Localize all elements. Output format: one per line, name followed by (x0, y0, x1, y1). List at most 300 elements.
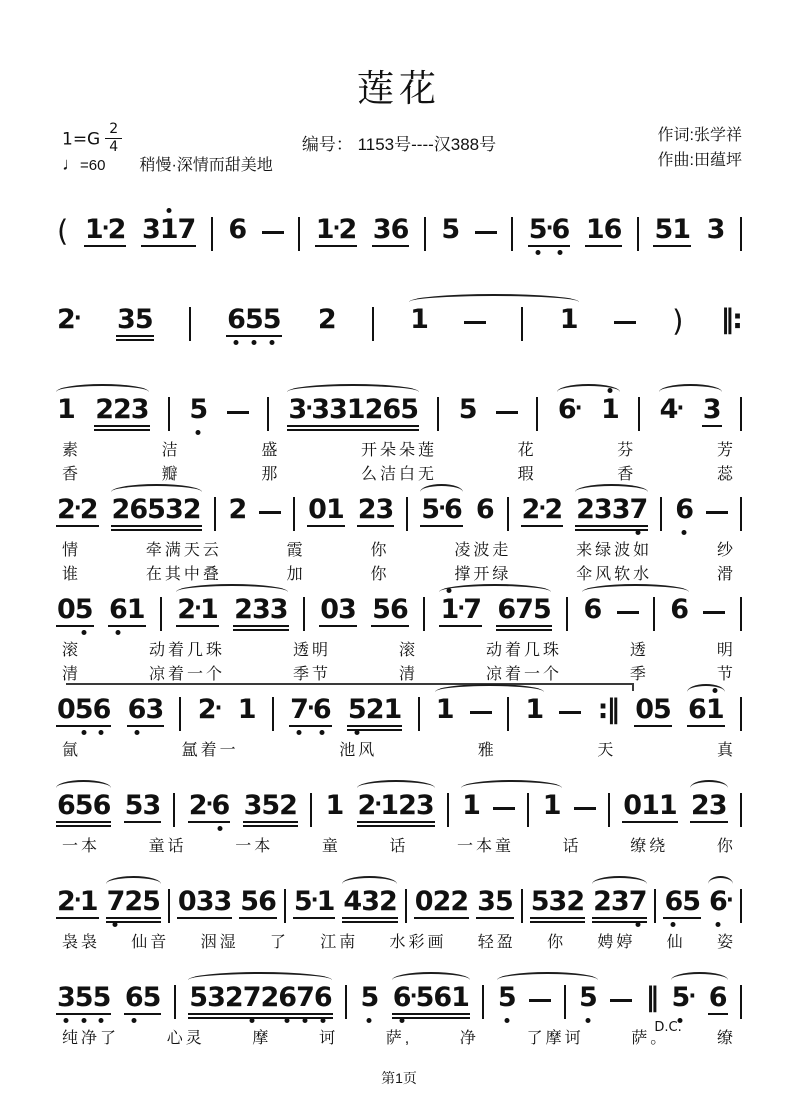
lyric-group: 盛 (261, 441, 281, 459)
note-char: 6 (125, 984, 143, 1012)
note-token (582, 596, 602, 625)
note-digits (671, 984, 696, 1013)
octave-dot-below (296, 730, 301, 735)
octave-dot-above (607, 388, 612, 393)
note-char: 0 (57, 694, 75, 725)
duration-dash (262, 231, 284, 234)
note-digits (634, 696, 672, 727)
note-char: 1 (200, 594, 218, 625)
note-char: 2 (432, 886, 451, 917)
lyric-group: 芳 (716, 441, 736, 459)
lyric-group: 你 (547, 933, 567, 951)
note-char: 5 (361, 984, 379, 1012)
octave-dot-below (682, 530, 687, 535)
note-char: 6 (93, 696, 111, 724)
note-digits (237, 696, 257, 725)
note-char: 1 (316, 886, 335, 917)
barline (608, 793, 610, 827)
note-char: 6 (557, 394, 576, 425)
note-char: 3 (311, 394, 329, 425)
song-title: 莲花 (357, 67, 441, 110)
note-char: 5 (142, 886, 160, 917)
note-char: 2 (357, 494, 376, 525)
note-char: 6 (433, 982, 452, 1013)
note-token (371, 596, 409, 627)
lyric-group: 娉婷 (597, 933, 636, 951)
note-char: 3 (164, 494, 183, 525)
note-char: 6 (708, 982, 727, 1013)
barline (740, 397, 742, 431)
note-token (315, 216, 358, 247)
lyric-group: 么洁白无 (360, 465, 437, 483)
duration-dash (617, 611, 639, 614)
lyric-group: 童话 (148, 837, 187, 855)
note-digits (575, 496, 648, 527)
note-digits (528, 216, 571, 247)
note-char: 5 (189, 982, 208, 1013)
note-char: 6 (444, 494, 462, 525)
octave-dot-below (251, 340, 256, 345)
note-char: ) (672, 304, 684, 338)
note-char: 3 (57, 984, 75, 1012)
note-digits (496, 596, 551, 627)
lyrics-row (56, 928, 742, 952)
lyric-group: 透明 (292, 641, 331, 659)
octave-dot-below (131, 1018, 136, 1023)
octave-dot-above (166, 208, 171, 213)
note-digits (141, 216, 196, 247)
credits (658, 124, 742, 174)
lyrics-row (56, 1024, 742, 1048)
note-char: · (676, 396, 684, 420)
note-char: 5 (134, 304, 153, 335)
note-char: 6 (389, 594, 408, 625)
note-char: 4 (659, 394, 678, 425)
lyric-group: 情 (62, 541, 82, 559)
note-char: 6 (709, 888, 727, 916)
lyric-group: 姿 (716, 933, 736, 951)
lyric-group: 雅 (477, 741, 497, 759)
octave-dot-below (115, 630, 120, 635)
lyrics-row (56, 736, 742, 760)
note-token (496, 596, 551, 631)
note-char: 6 (129, 494, 148, 525)
lyric-group: 伞风软水 (576, 565, 653, 583)
repeat-barline (597, 696, 619, 725)
lyric-group: 纯净了 (62, 1029, 120, 1047)
lyric-group: 缭 (716, 1029, 736, 1047)
lyric-group: 话 (562, 837, 582, 855)
note-char: · (438, 496, 446, 520)
note-char: 6 (475, 494, 494, 525)
octave-dot-below (81, 730, 86, 735)
note-char: 1 (380, 790, 399, 821)
note-char: 3 (610, 886, 629, 917)
note-token (458, 396, 478, 425)
tempo-value: =60 (80, 157, 106, 174)
note-char: 2 (188, 790, 207, 821)
barline (418, 697, 420, 731)
note-token (243, 792, 298, 827)
note-token (56, 792, 111, 827)
note-token (435, 696, 455, 725)
lyric-group: 缭绕 (630, 837, 669, 855)
note-char: 6 (258, 886, 276, 917)
note-char: · (214, 696, 222, 720)
note-char: 5 (263, 306, 281, 334)
barline (272, 697, 274, 731)
octave-dot-below (535, 250, 540, 255)
lyrics-row (56, 660, 742, 684)
note-token (106, 888, 161, 923)
tempo-block (62, 152, 273, 175)
note-digits (287, 396, 419, 427)
barline (482, 985, 484, 1019)
note-char: 5 (441, 214, 460, 245)
note-digits (597, 696, 619, 725)
barline (654, 889, 656, 923)
note-digits (197, 696, 222, 725)
note-digits (458, 396, 478, 425)
note-char: 1 (237, 694, 256, 725)
note-char: 1 (658, 790, 677, 821)
notes-row (56, 888, 742, 928)
note-digits (392, 984, 470, 1015)
note-digits (127, 696, 165, 727)
octave-dot-below (81, 630, 86, 635)
note-token (575, 496, 648, 531)
note-token (653, 216, 691, 247)
note-char: 6 (227, 306, 245, 334)
note-token (94, 396, 149, 431)
lyric-group: 天 (597, 741, 617, 759)
note-digits (56, 216, 69, 247)
note-char: 5 (494, 886, 513, 917)
note-token (324, 792, 344, 821)
note-char: 5 (147, 494, 165, 525)
note-char: 2 (197, 694, 216, 725)
note-char: 2 (111, 494, 130, 525)
note-char: 1 (462, 790, 480, 821)
note-char: 3 (288, 394, 307, 425)
serial-number: 编号： 1153号----汉388号 (301, 135, 497, 154)
note-char: 5 (189, 396, 207, 424)
barline (511, 217, 513, 251)
note-digits (557, 396, 582, 425)
note-digits (56, 696, 111, 727)
note-char: · (409, 984, 417, 1008)
lyric-group: 你 (716, 837, 736, 855)
note-digits (708, 984, 728, 1015)
barline (527, 793, 529, 827)
note-char: 2 (79, 494, 98, 525)
note-char: 3 (593, 494, 612, 525)
note-char: 5 (261, 790, 280, 821)
note-char: · (73, 496, 81, 520)
lyric-group: 了摩诃 (526, 1029, 584, 1047)
lyric-group: 氲着一 (181, 741, 239, 759)
lyric-group: 了 (269, 933, 289, 951)
duration-dash (464, 321, 486, 324)
note-char: 2 (113, 394, 131, 425)
note-digits (106, 888, 161, 919)
music-line (56, 684, 742, 760)
music-line (56, 204, 742, 256)
octave-dot-below (218, 826, 223, 831)
note-char: 2 (398, 790, 416, 821)
note-char: 2 (365, 694, 384, 725)
note-char: ‖ (720, 304, 733, 335)
barline (521, 307, 523, 341)
note-digits (188, 396, 208, 425)
note-token (357, 496, 395, 527)
barline (174, 985, 176, 1019)
lyric-group: 清 (62, 665, 82, 683)
note-char: · (194, 596, 201, 620)
lyric-group: 一本 (62, 837, 101, 855)
note-char: · (306, 696, 314, 720)
notes-row (56, 792, 742, 832)
note-digits (360, 984, 380, 1013)
note-char: 6 (552, 216, 570, 244)
note-token (127, 696, 165, 727)
octave-dot-below (234, 340, 239, 345)
note-char: 5 (529, 216, 547, 244)
note-char: 5 (348, 696, 366, 724)
note-char: 0 (623, 790, 642, 821)
note-char: 2 (57, 304, 75, 335)
note-digits (56, 496, 99, 527)
note-char: 2 (234, 594, 252, 625)
note-char: · (725, 888, 733, 912)
note-char: 3 (415, 790, 434, 821)
header-meta (56, 116, 742, 186)
notes-row (56, 696, 742, 736)
note-digits (56, 888, 99, 919)
note-char: · (73, 306, 81, 330)
note-digits (347, 696, 402, 727)
note-token (188, 792, 231, 823)
note-token (360, 984, 380, 1013)
lyric-group: 加 (286, 565, 306, 583)
note-char: 2 (521, 494, 540, 525)
note-char: 1 (641, 790, 659, 821)
lyric-group: 洇湿 (200, 933, 239, 951)
note-char: 1 (585, 214, 604, 245)
note-char: 5 (530, 886, 549, 917)
duration-dash (610, 999, 632, 1002)
lyric-group: 水彩画 (389, 933, 447, 951)
note-char: 7 (107, 888, 125, 916)
note-char: 1 (346, 394, 365, 425)
notes-row (56, 306, 742, 346)
note-char: · (310, 888, 318, 912)
note-char: 1 (451, 982, 469, 1013)
octave-dot-below (320, 1018, 325, 1023)
lyric-group: 季 (629, 665, 649, 683)
note-char: · (101, 216, 109, 240)
note-digits (524, 696, 544, 725)
note-char: 3 (269, 594, 288, 625)
lyrics-row (56, 560, 742, 584)
music-line (56, 584, 742, 684)
note-token (197, 696, 222, 725)
note-char: 3 (548, 886, 567, 917)
lyric-group: 牵满天云 (145, 541, 222, 559)
lyric-group: 心灵 (166, 1029, 205, 1047)
barline (740, 597, 742, 631)
note-digits (414, 888, 469, 919)
note-char: : (597, 694, 607, 725)
note-token (622, 792, 677, 823)
note-char: 1 (79, 886, 98, 917)
note-token (227, 216, 247, 245)
octave-dot-below (99, 1018, 104, 1023)
note-char: 5 (421, 494, 440, 525)
note-token (708, 888, 733, 917)
note-digits (319, 596, 357, 627)
note-char: 6 (497, 594, 516, 625)
note-char: 5 (532, 594, 551, 625)
note-char: 5 (75, 596, 93, 624)
note-char: 2 (260, 982, 279, 1013)
notes-row (56, 596, 742, 636)
octave-dot-below (585, 1018, 590, 1023)
note-digits (720, 306, 742, 335)
note-digits (497, 984, 517, 1013)
note-token (239, 888, 277, 919)
lyric-group: 透 (629, 641, 649, 659)
note-char: 3 (375, 494, 394, 525)
barline (740, 889, 742, 923)
note-char: 5 (293, 886, 312, 917)
lyric-group: 滑 (716, 565, 736, 583)
octave-dot-below (81, 1018, 86, 1023)
note-digits (342, 888, 397, 919)
note-token (56, 984, 111, 1015)
note-digits (56, 596, 94, 627)
lyric-group: 洁 (161, 441, 181, 459)
barline (653, 597, 655, 631)
note-char: 3 (708, 790, 727, 821)
note-digits (227, 496, 247, 525)
note-char: 7 (629, 496, 647, 524)
note-digits (690, 792, 728, 823)
note-digits (94, 396, 149, 427)
duration-dash (470, 711, 492, 714)
note-digits (702, 396, 722, 427)
note-token (592, 888, 647, 923)
note-char: 1 (672, 214, 691, 245)
note-token (706, 216, 726, 245)
note-char: 2 (450, 886, 469, 917)
lyric-group: 瓣 (161, 465, 181, 483)
note-char: 5 (142, 982, 161, 1013)
barline (507, 497, 509, 531)
note-char: 1 (440, 596, 458, 624)
duration-dash (614, 321, 636, 324)
music-line (56, 972, 742, 1048)
note-char: 2 (364, 394, 383, 425)
note-token (559, 306, 579, 335)
music-line (56, 384, 742, 484)
note-token (475, 496, 495, 525)
note-token (307, 496, 345, 527)
note-char: 1 (525, 694, 544, 725)
duration-dash (529, 999, 551, 1002)
lyric-group: 芬 (617, 441, 637, 459)
note-char: 7 (177, 214, 196, 245)
note-token (347, 696, 402, 731)
lyricist: 作词:张学祥 (657, 127, 742, 144)
lyric-group: 净 (459, 1029, 479, 1047)
lyric-group: 清 (398, 665, 418, 683)
note-char: 2 (317, 304, 336, 335)
note-digits (307, 496, 345, 527)
note-token (528, 216, 571, 247)
notes-row (56, 496, 742, 536)
note-digits (293, 888, 336, 919)
note-token (227, 496, 247, 525)
meter-denominator: 4 (109, 138, 119, 155)
note-digits (578, 984, 598, 1013)
lyric-group: 蕊 (716, 465, 736, 483)
note-char: 5 (240, 886, 259, 917)
duration-dash (475, 231, 497, 234)
notes-row (56, 982, 742, 1035)
note-char: 2 (338, 214, 357, 245)
note-token (634, 696, 672, 727)
note-digits (177, 888, 232, 919)
octave-dot-below (269, 340, 274, 345)
key-label: 1=G (62, 129, 101, 150)
note-char: 3 (706, 214, 725, 245)
note-token (461, 792, 481, 821)
note-char: 3 (702, 394, 721, 425)
note-token (663, 888, 701, 919)
note-char: · (574, 396, 582, 420)
lyric-group: 花 (517, 441, 537, 459)
barline (740, 497, 742, 531)
note-token (654, 982, 696, 1035)
composer: 作曲:田蕴坪 (657, 151, 742, 169)
note-digits (108, 596, 146, 627)
barline (189, 307, 191, 341)
note-char: 3 (145, 694, 164, 725)
lyrics-row (56, 536, 742, 560)
note-char: 1 (315, 214, 334, 245)
note-digits (600, 396, 620, 425)
note-char: 0 (414, 886, 433, 917)
note-char: 3 (142, 790, 161, 821)
note-digits (669, 596, 689, 625)
lyric-group: 凉着一个 (485, 665, 562, 683)
note-token (124, 792, 162, 823)
lyric-group: 摩 (252, 1029, 272, 1047)
page-number: 第1页 (381, 1070, 417, 1086)
note-token (521, 496, 564, 527)
note-char: 5 (372, 594, 390, 625)
music-line (56, 294, 742, 346)
note-digits (188, 792, 231, 823)
lyric-group: 霞 (286, 541, 306, 559)
note-char: 5 (652, 694, 671, 725)
note-digits (559, 306, 579, 335)
lyric-group: 季节 (292, 665, 331, 683)
note-token (289, 696, 332, 727)
note-digits (653, 216, 691, 247)
barline (638, 397, 640, 431)
